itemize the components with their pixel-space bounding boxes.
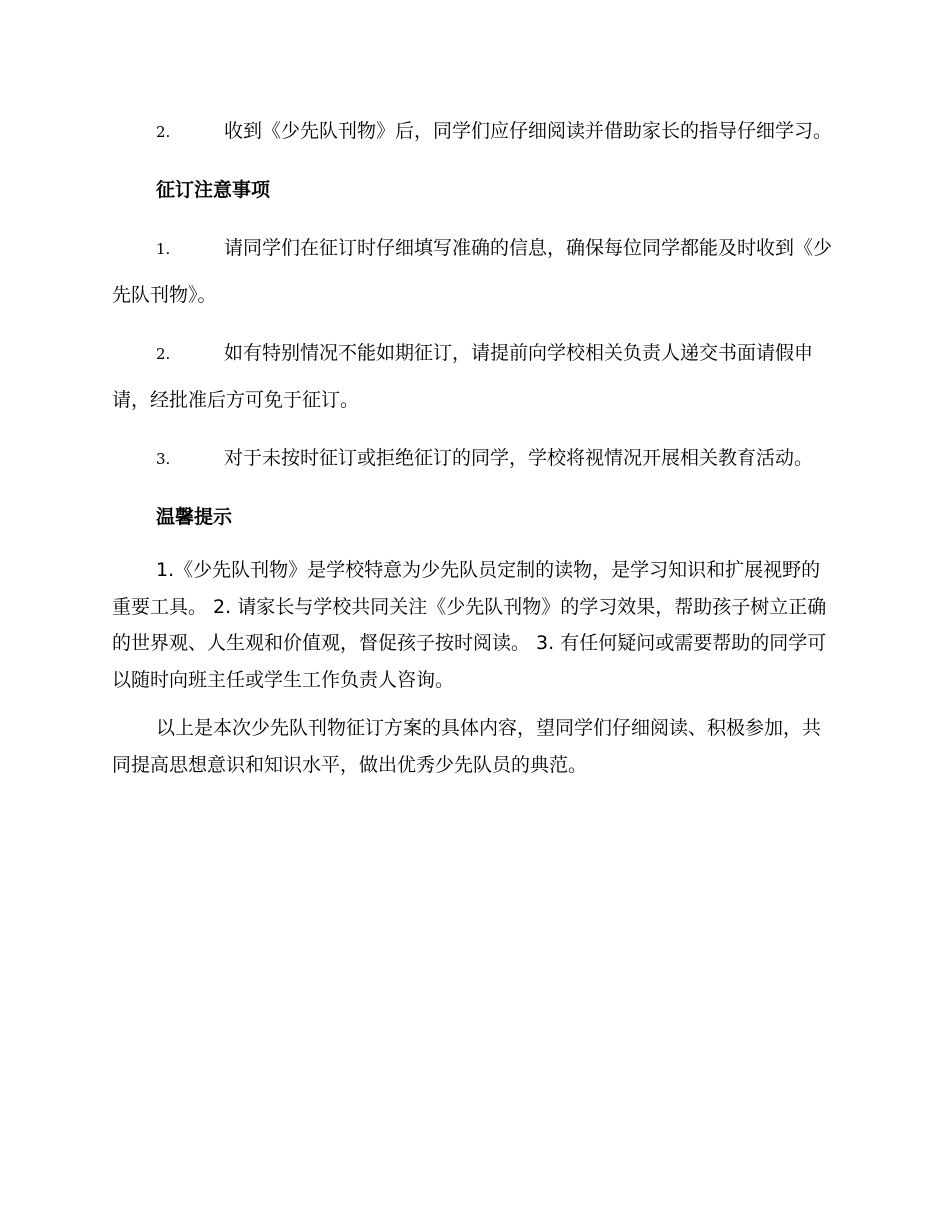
section-heading-notes: 征订注意事项	[156, 179, 271, 201]
list-item-number: 3.	[156, 450, 171, 468]
list-item-text: 收到《少先队刊物》后，同学们应仔细阅读并借助家长的指导仔细学习。	[224, 120, 833, 142]
list-item-number: 2.	[156, 345, 171, 363]
list-item-text: 对于未按时征订或拒绝征订的同学，学校将视情况开展相关教育活动。	[224, 447, 814, 469]
list-item	[112, 435, 832, 482]
list-item-number: 2.	[156, 123, 171, 141]
list-item	[112, 108, 832, 155]
list-item	[112, 225, 832, 318]
document-body	[112, 108, 832, 795]
list-item-text: 如有特别情况不能如期征订，请提前向学校相关负责人递交书面请假申请，经批准后方可免于征订。	[112, 342, 814, 411]
list-item-text: 请同学们在征订时仔细填写准确的信息，确保每位同学都能及时收到《少先队刊物》。	[112, 237, 833, 306]
tips-paragraph: 1.《少先队刊物》是学校特意为少先队员定制的读物，是学习知识和扩展视野的重要工具。 2. 请家长与学校共同关注《少先队刊物》的学习效果，帮助孩子树立正确的世界观、人生观和价值观，督促孩子按时阅读。 3. 有任何疑问或需要帮助的同学可以随时向班主任或学生工作负责人咨询。	[112, 559, 827, 691]
list-item	[112, 330, 832, 423]
section-heading-tips: 温馨提示	[156, 506, 233, 528]
closing-paragraph: 以上是本次少先队刊物征订方案的具体内容，望同学们仔细阅读、积极参加，共同提高思想意识和知识水平，做出优秀少先队员的典范。	[112, 717, 822, 776]
list-item-number: 1.	[156, 240, 171, 258]
